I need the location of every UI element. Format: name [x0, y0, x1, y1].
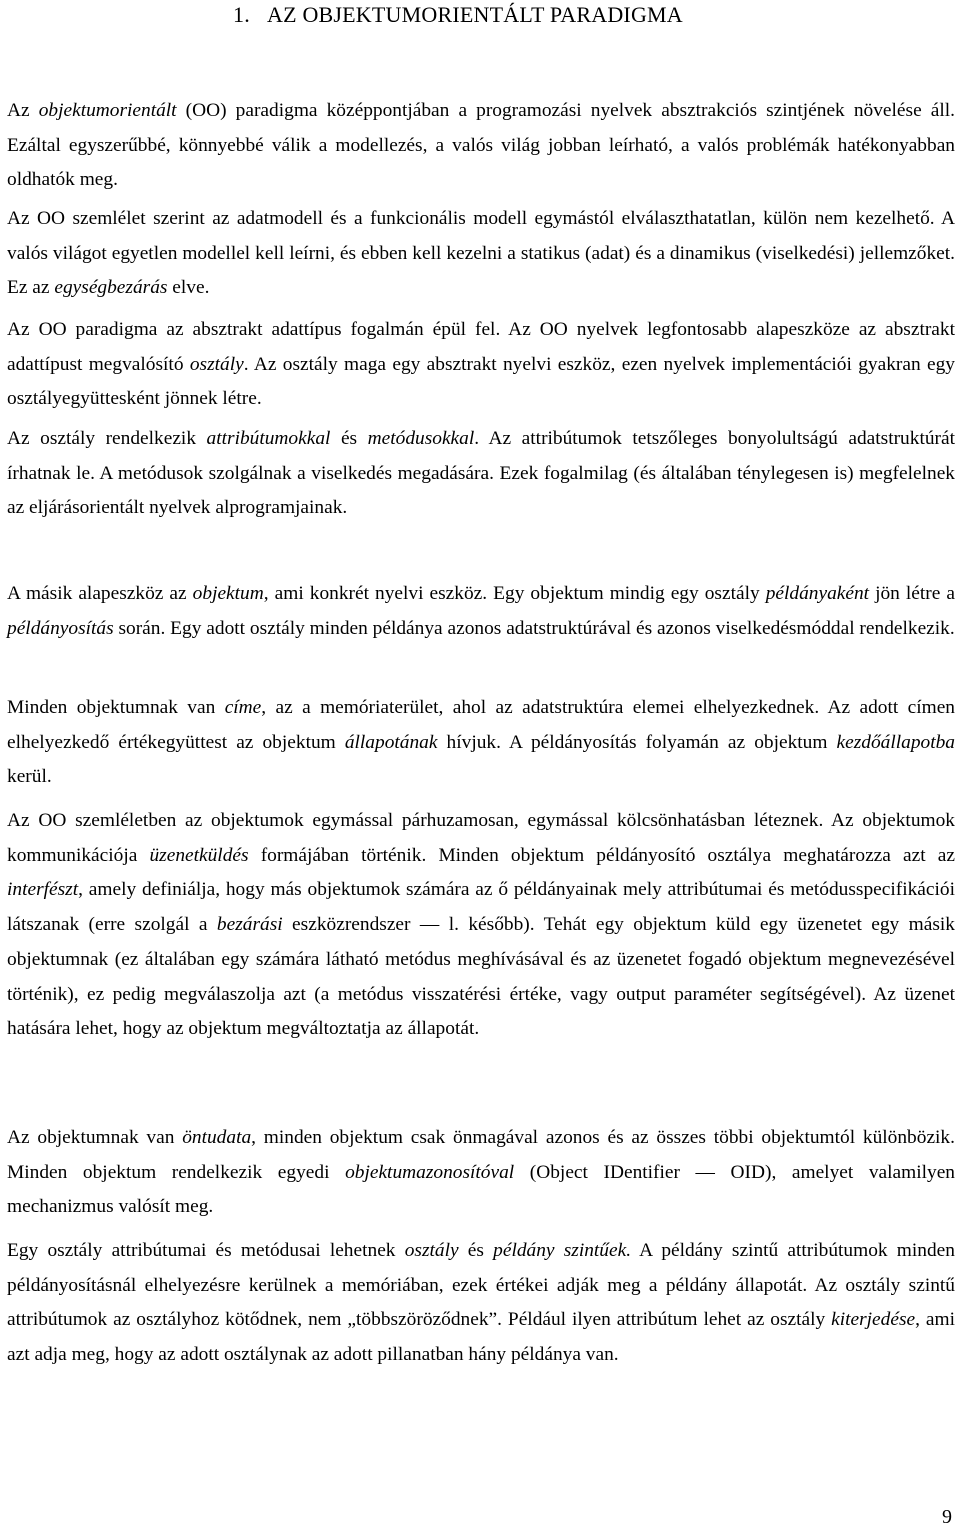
- text-run: jön létre a: [869, 583, 956, 604]
- paragraph-1: [7, 94, 955, 198]
- text-run: , amely definiálja, hogy más objektumok számára az ő példányainak mely attribútumai és metódusspecifikációi látszanak (erre szolgál a: [7, 879, 955, 936]
- text-run: Az OO paradigma az absztrakt adattípus fogalmán épül fel. Az OO nyelvek legfontosabb alapeszköze az absztrakt adattípust megvalósító: [7, 319, 955, 375]
- text-run: formájában történik. Minden objektum példányosító osztálya meghatározza azt az: [248, 844, 955, 866]
- emphasized-term: metódusokkal: [367, 428, 475, 449]
- text-run: Minden objektumnak van: [7, 697, 225, 718]
- text-run: hívjuk. A példányosítás folyamán az objektum: [437, 731, 837, 753]
- paragraph-6: [7, 691, 955, 795]
- paragraph-8: [7, 1121, 955, 1225]
- text-run: Az objektumnak van: [7, 1127, 183, 1148]
- emphasized-term: kiterjedése: [831, 1309, 916, 1331]
- emphasized-term: objektum: [192, 583, 264, 604]
- paragraph-2: [7, 202, 955, 306]
- section-heading: [233, 2, 683, 28]
- emphasized-term: kezdőállapotba: [836, 731, 955, 753]
- page-number: 9: [942, 1506, 952, 1528]
- text-run: , minden objektum csak önmagával azonos és az összes többi objektumtól különbözik. Minden objektum rendelkezik egyedi: [7, 1127, 955, 1183]
- emphasized-term: osztály: [404, 1240, 459, 1261]
- text-run: , ami konkrét nyelvi eszköz. Egy objektum mindig egy osztály: [263, 583, 766, 604]
- text-run: elve.: [167, 277, 210, 299]
- emphasized-term: üzenetküldés: [149, 844, 249, 866]
- emphasized-term: interfészt: [7, 879, 79, 901]
- text-run: Az OO szemlélet szerint az adatmodell és a funkcionális modell egymástól elválaszthatatlan, külön nem kezelhető. A valós világot egyetlen modellel kell leírni, és ebben kell kezelni a statikus (adat) és a dinamikus (viselkedési) jellemzőket. Ez az: [7, 208, 955, 299]
- heading-number: 1.: [233, 2, 250, 27]
- text-run: és: [330, 428, 368, 449]
- text-run: Az OO szemléletben az objektumok egymással párhuzamosan, egymással kölcsönhatásban léteznek. Az objektumok kommunikációja: [7, 810, 955, 866]
- emphasized-term: osztály: [189, 353, 244, 375]
- text-run: eszközrendszer — l. később). Tehát egy objektum küld egy üzenetet egy másik objektumnak (ez általában egy számára látható metódus meghívásával és az üzenetet fogadó objektum megnevezésével történik), ez pedig megválaszolja azt (a metódus visszatérési értéke, vagy output paraméter segítségével). Az üzenet hatására lehet, hogy az objektum megváltoztatja az állapotát.: [7, 914, 955, 1040]
- text-run: Egy osztály attribútumai és metódusai lehetnek: [7, 1240, 405, 1261]
- emphasized-term: objektumazonosítóval: [345, 1161, 515, 1183]
- emphasized-term: attribútumokkal: [206, 428, 331, 449]
- text-run: . Az osztály maga egy absztrakt nyelvi eszköz, ezen nyelvek implementációi gyakran egy osztályegyüttesként jönnek létre.: [7, 353, 955, 410]
- emphasized-term: objektumorientált: [38, 100, 177, 121]
- paragraph-5: [7, 577, 955, 646]
- emphasized-term: példány szintűek.: [493, 1240, 632, 1261]
- paragraph-7: [7, 804, 955, 1047]
- text-run: és: [458, 1240, 494, 1261]
- heading-text: AZ OBJEKTUMORIENTÁLT PARADIGMA: [267, 2, 683, 27]
- emphasized-term: példányaként: [765, 583, 870, 604]
- emphasized-term: példányosítás: [7, 617, 114, 639]
- paragraph-9: [7, 1234, 955, 1373]
- text-run: kerül.: [7, 766, 52, 788]
- text-run: során. Egy adott osztály minden példánya azonos adatstruktúrával és azonos viselkedésmóddal rendelkezik.: [113, 617, 955, 639]
- paragraph-3: [7, 313, 955, 417]
- text-run: Az: [7, 100, 39, 121]
- emphasized-term: címe: [224, 697, 262, 718]
- emphasized-term: egységbezárás: [54, 277, 168, 299]
- emphasized-term: bezárási: [216, 914, 283, 936]
- text-run: A példány szintű attribútumok minden példányosításnál elhelyezésre kerülnek a memóriában, ezek értékei adják meg a példány állapotát. Az osztály szintű attribútumok az osztályhoz kötődnek, nem „többszöröződnek”. Például ilyen attribútum lehet az osztály: [7, 1240, 955, 1331]
- emphasized-term: öntudata: [182, 1127, 252, 1148]
- emphasized-term: állapotának: [344, 731, 438, 753]
- text-run: , ami azt adja meg, hogy az adott osztálynak az adott pillanatban hány példánya van.: [7, 1309, 955, 1366]
- paragraph-4: [7, 422, 955, 526]
- text-run: (OO) paradigma középpontjában a programozási nyelvek absztrakciós szintjének növelése áll. Ezáltal egyszerűbbé, könnyebbé válik a modellezés, a valós világ jobban leírható, a valós problémák hatékonyabban oldhatók meg.: [7, 100, 955, 191]
- text-run: (Object IDentifier — OID), amelyet valamilyen mechanizmus valósít meg.: [7, 1161, 955, 1218]
- text-run: , az a memóriaterület, ahol az adatstruktúra elemei elhelyezkednek. Az adott címen elhelyezkedő értékegyüttest az objektum: [7, 697, 955, 753]
- text-run: Az osztály rendelkezik: [7, 428, 207, 449]
- text-run: A másik alapeszköz az: [7, 583, 193, 604]
- text-run: . Az attribútumok tetszőleges bonyolultságú adatstruktúrát írhatnak le. A metódusok szolgálnak a viselkedés megadására. Ezek fogalmilag (és általában ténylegesen is) megfelelnek az eljárásorientált nyelvek alprogramjainak.: [7, 428, 955, 519]
